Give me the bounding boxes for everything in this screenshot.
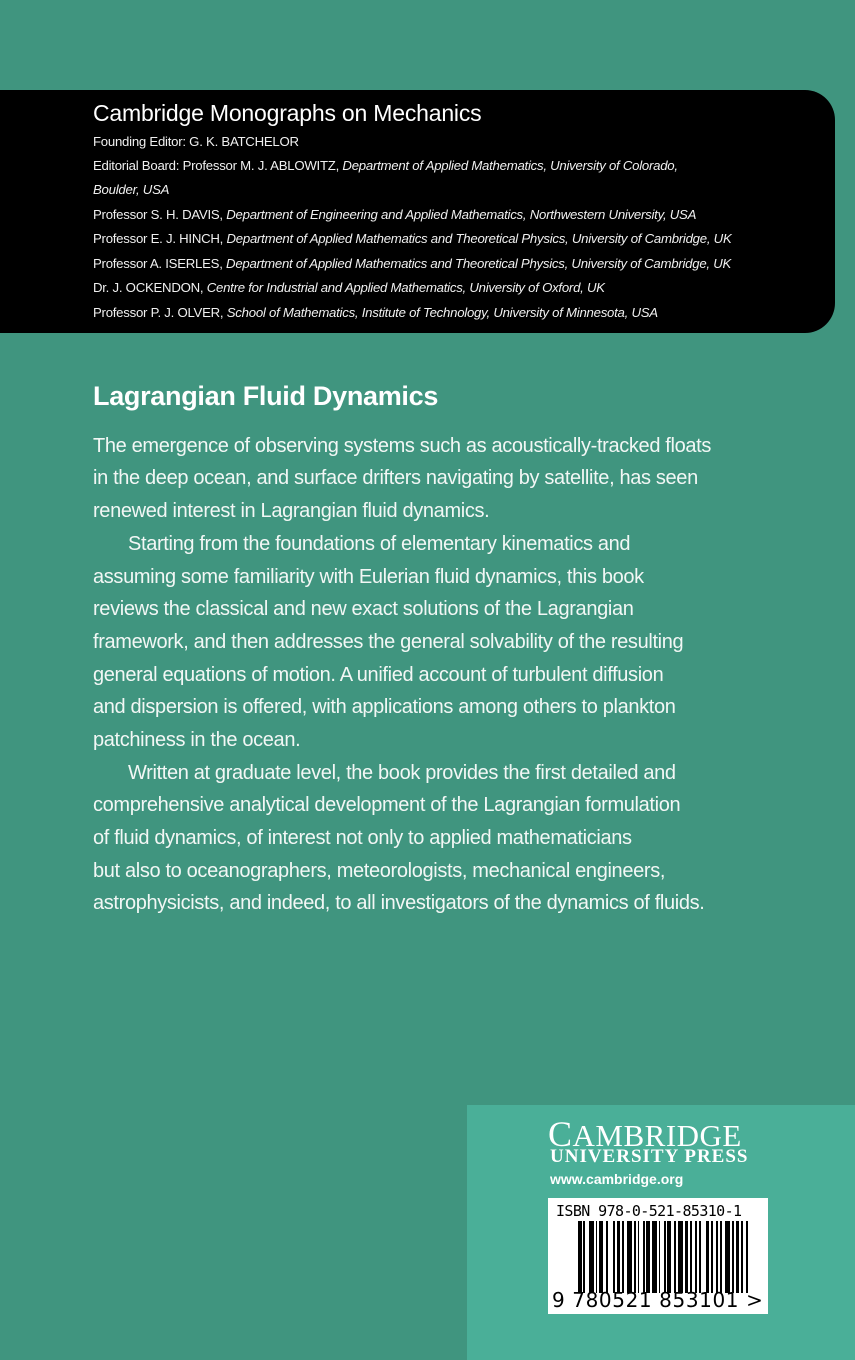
- board-member-name: Professor P. J. OLVER,: [93, 305, 224, 320]
- board-member-name: Professor A. ISERLES,: [93, 256, 223, 271]
- board-member-affiliation: Department of Applied Mathematics and Theoretical Physics, University of Cambridge, UK: [226, 256, 732, 271]
- blurb-line: patchiness in the ocean.: [93, 729, 301, 751]
- board-member-affiliation: Boulder, USA: [93, 182, 170, 197]
- blurb-line: general equations of motion. A unified account of turbulent diffusion: [93, 664, 664, 686]
- board-member-ablowitz: [93, 158, 678, 173]
- isbn-barcode: [548, 1198, 768, 1314]
- blurb-line: of fluid dynamics, of interest not only to applied mathematicians: [93, 827, 632, 849]
- blurb-line: but also to oceanographers, meteorologists, mechanical engineers,: [93, 860, 666, 882]
- blurb-line: astrophysicists, and indeed, to all investigators of the dynamics of fluids.: [93, 892, 705, 914]
- board-member-olver: [93, 305, 658, 320]
- board-member-hinch: [93, 231, 732, 246]
- board-member-affiliation: Department of Applied Mathematics, University of Colorado,: [342, 158, 678, 173]
- publisher-logo: CAMBRIDGE: [548, 1114, 742, 1154]
- founding-editor: Founding Editor: G. K. BATCHELOR: [93, 134, 299, 149]
- blurb-line: in the deep ocean, and surface drifters navigating by satellite, has seen: [93, 467, 698, 489]
- board-member-affiliation: Department of Applied Mathematics and Theoretical Physics, University of Cambridge, UK: [226, 231, 732, 246]
- ean-digits: 9 780521 853101 >: [552, 1288, 764, 1312]
- blurb-line: The emergence of observing systems such as acoustically-tracked floats: [93, 435, 712, 457]
- blurb-line: Written at graduate level, the book provides the first detailed and: [128, 762, 676, 784]
- board-member-iserles: [93, 256, 731, 271]
- publisher-url: www.cambridge.org: [550, 1171, 684, 1187]
- blurb-line: reviews the classical and new exact solutions of the Lagrangian: [93, 598, 634, 620]
- blurb-line: Starting from the foundations of elementary kinematics and: [128, 533, 631, 555]
- board-member-affiliation: Centre for Industrial and Applied Mathematics, University of Oxford, UK: [206, 280, 605, 295]
- board-member-name: Professor E. J. HINCH,: [93, 231, 224, 246]
- board-member-ablowitz-cont: [93, 182, 169, 197]
- board-member-affiliation: School of Mathematics, Institute of Technology, University of Minnesota, USA: [226, 305, 658, 320]
- blurb-line: framework, and then addresses the general solvability of the resulting: [93, 631, 684, 653]
- board-member-name: Dr. J. OCKENDON,: [93, 280, 204, 295]
- blurb-line: and dispersion is offered, with applications among others to plankton: [93, 696, 676, 718]
- blurb-line: comprehensive analytical development of the Lagrangian formulation: [93, 794, 681, 816]
- isbn-label: ISBN 978-0-521-85310-1: [556, 1202, 742, 1220]
- board-member-name: Professor S. H. DAVIS,: [93, 207, 223, 222]
- series-title: Cambridge Monographs on Mechanics: [93, 100, 482, 126]
- board-member-affiliation: Department of Engineering and Applied Mathematics, Northwestern University, USA: [226, 207, 697, 222]
- board-member-davis: [93, 207, 696, 222]
- board-member-ockendon: [93, 280, 605, 295]
- book-title: Lagrangian Fluid Dynamics: [93, 381, 439, 411]
- blurb-line: assuming some familiarity with Eulerian fluid dynamics, this book: [93, 566, 644, 588]
- blurb-line: renewed interest in Lagrangian fluid dynamics.: [93, 500, 490, 522]
- board-member-name: Editorial Board: Professor M. J. ABLOWITZ,: [93, 158, 339, 173]
- publisher-subtitle: UNIVERSITY PRESS: [550, 1146, 749, 1167]
- barcode-bars-icon: [578, 1221, 750, 1293]
